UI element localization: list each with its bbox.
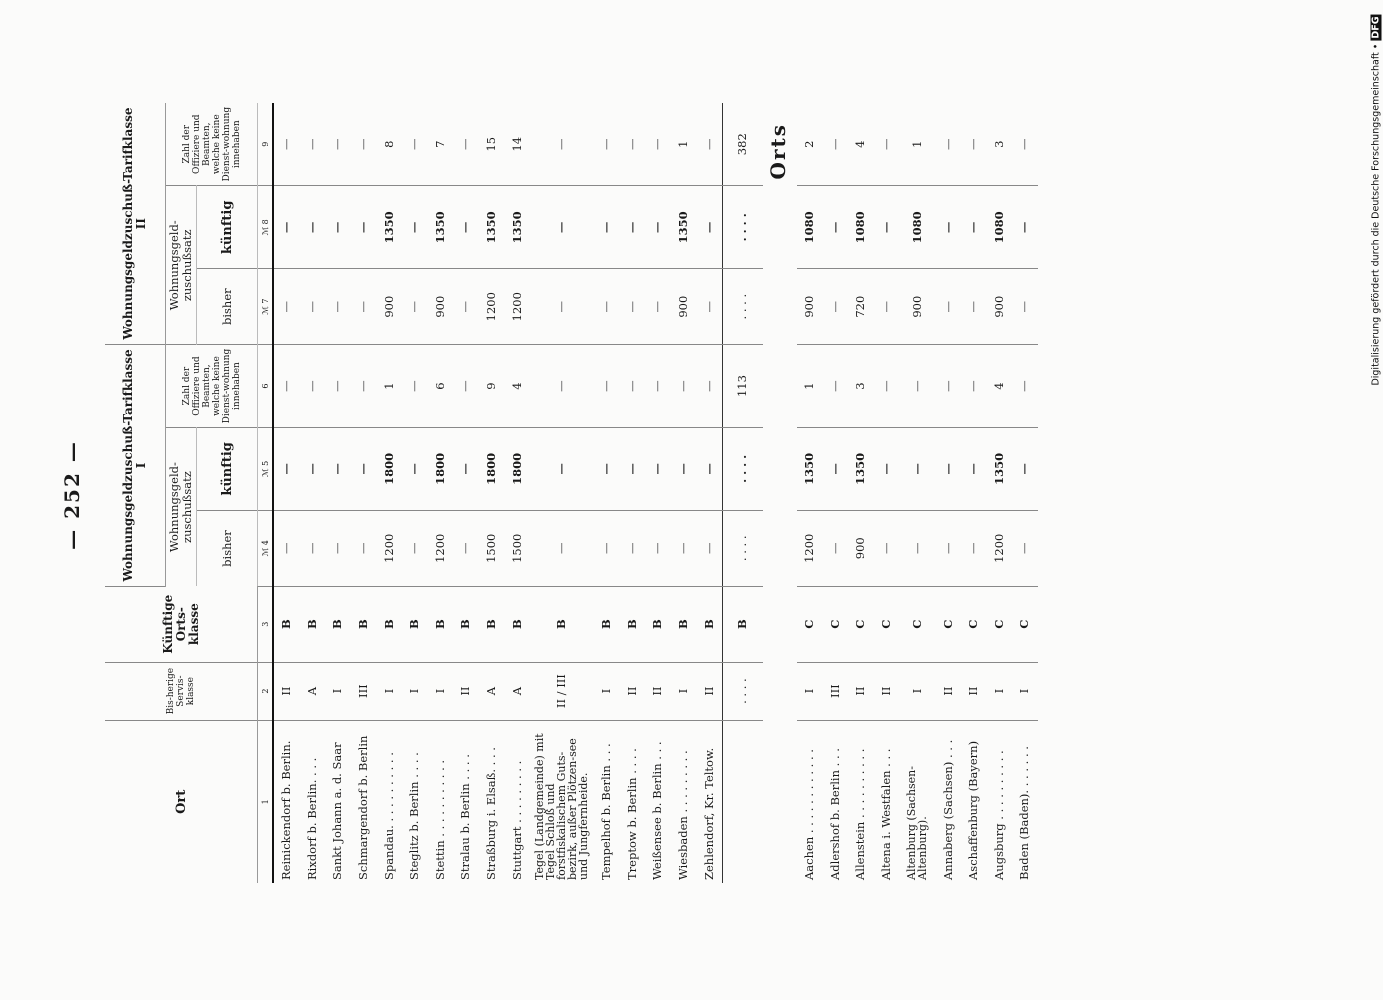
- tk1-kuenftig: —: [696, 427, 722, 510]
- table-row: [479, 103, 505, 883]
- place-name: Stralau b. Berlin . . . .: [458, 754, 473, 880]
- place-name: Aachen . . . . . . . . . . . .: [802, 749, 817, 880]
- table-row: [986, 103, 1012, 883]
- tk1-bisher: —: [874, 510, 900, 586]
- tk2-zahl: —: [530, 103, 594, 186]
- tk1-bisher: 1200: [428, 510, 454, 586]
- tk1-bisher: —: [1012, 510, 1038, 586]
- section-heading-row: [763, 103, 797, 883]
- tk1-kuenftig: —: [899, 427, 935, 510]
- tk2-kuenftig: 1350: [376, 186, 402, 269]
- tk2-zahl: —: [273, 103, 300, 186]
- table-body: [273, 103, 1038, 883]
- tk2-bisher: 900: [899, 269, 935, 345]
- tk1-zahl: 1: [797, 345, 823, 428]
- tk1-bisher: 1500: [504, 510, 530, 586]
- tk2-zahl: —: [645, 103, 671, 186]
- bisherige-servisklasse: A: [504, 662, 530, 720]
- digitization-credit: [1371, 14, 1382, 385]
- header-zuschussatz-2: Wohnungsgeld-zuschußsatz: [166, 186, 197, 345]
- table-row: [935, 103, 961, 883]
- table-row: [722, 103, 763, 883]
- bisherige-servisklasse: I: [797, 662, 823, 720]
- tk2-zahl: 14: [504, 103, 530, 186]
- bisherige-servisklasse: II: [273, 662, 300, 720]
- tk2-bisher: —: [696, 269, 722, 345]
- tk1-kuenftig: 1350: [797, 427, 823, 510]
- tk1-bisher: —: [273, 510, 300, 586]
- table-row: [645, 103, 671, 883]
- tk2-bisher: —: [935, 269, 961, 345]
- col-number-5: ℳ 5: [258, 427, 274, 510]
- bisherige-servisklasse: III: [823, 662, 849, 720]
- tk1-zahl: —: [961, 345, 987, 428]
- tariff-table: [105, 103, 1038, 883]
- tk2-kuenftig: 1080: [797, 186, 823, 269]
- tk1-kuenftig: 1350: [848, 427, 874, 510]
- tk1-kuenftig: . . . .: [722, 427, 763, 510]
- tk2-kuenftig: 1080: [986, 186, 1012, 269]
- place-name: Altenburg (Sachsen-Altenburg).: [905, 766, 930, 880]
- tk2-zahl: 1: [899, 103, 935, 186]
- place-name: Allenstein . . . . . . . . . .: [853, 748, 868, 880]
- bisherige-servisklasse: A: [300, 662, 326, 720]
- bisherige-servisklasse: I: [1012, 662, 1038, 720]
- tk1-zahl: —: [453, 345, 479, 428]
- tk1-kuenftig: —: [1012, 427, 1038, 510]
- table-row: [899, 103, 935, 883]
- bisherige-servisklasse: III: [351, 662, 377, 720]
- place-name: Altena i. Westfalen . . .: [878, 748, 893, 880]
- tk2-zahl: —: [696, 103, 722, 186]
- kuenftige-ortsklasse: C: [961, 586, 987, 662]
- tk1-zahl: —: [696, 345, 722, 428]
- kuenftige-ortsklasse: C: [848, 586, 874, 662]
- tk1-bisher: . . . .: [722, 510, 763, 586]
- kuenftige-ortsklasse: B: [351, 586, 377, 662]
- header-zahl-2: Zahl der Offiziere und Beamten, welche keine Dienst-wohnung innehaben: [166, 103, 258, 186]
- tk2-zahl: —: [620, 103, 646, 186]
- tk1-bisher: 1500: [479, 510, 505, 586]
- table-row: [671, 103, 697, 883]
- table-row: [797, 103, 823, 883]
- col-number-1: 1: [258, 720, 274, 883]
- tk1-zahl: —: [620, 345, 646, 428]
- tk1-zahl: —: [273, 345, 300, 428]
- tk1-bisher: —: [620, 510, 646, 586]
- place-name: Schmargendorf b. Berlin: [356, 735, 371, 880]
- bisherige-servisklasse: I: [428, 662, 454, 720]
- tk2-zahl: 3: [986, 103, 1012, 186]
- place-name: Wiesbaden . . . . . . . . .: [676, 750, 691, 880]
- tk1-kuenftig: —: [300, 427, 326, 510]
- tk1-zahl: —: [645, 345, 671, 428]
- tk1-kuenftig: —: [530, 427, 594, 510]
- tk1-zahl: —: [594, 345, 620, 428]
- tk1-zahl: —: [530, 345, 594, 428]
- tk1-kuenftig: 1800: [376, 427, 402, 510]
- tk2-bisher: —: [645, 269, 671, 345]
- tk2-bisher: —: [300, 269, 326, 345]
- tk2-bisher: —: [325, 269, 351, 345]
- table-row: [402, 103, 428, 883]
- tk2-kuenftig: —: [402, 186, 428, 269]
- bisherige-servisklasse: II: [645, 662, 671, 720]
- tk2-bisher: 1200: [504, 269, 530, 345]
- kuenftige-ortsklasse: C: [935, 586, 961, 662]
- place-name: Weißensee b. Berlin . . .: [650, 741, 665, 880]
- tk1-zahl: 3: [848, 345, 874, 428]
- tk2-zahl: —: [300, 103, 326, 186]
- table-row: [696, 103, 722, 883]
- place-name: Augsburg . . . . . . . . . .: [991, 750, 1006, 880]
- place-name: Reinickendorf b. Berlin.: [279, 740, 294, 880]
- tk2-bisher: . . . .: [722, 269, 763, 345]
- tk2-kuenftig: —: [273, 186, 300, 269]
- header-ort: Ort: [105, 720, 258, 883]
- tk1-kuenftig: —: [874, 427, 900, 510]
- tk2-kuenftig: —: [935, 186, 961, 269]
- col-number-4: ℳ 4: [258, 510, 274, 586]
- place-name: Annaberg (Sachsen) . . .: [940, 739, 955, 880]
- place-name: Steglitz b. Berlin . . . .: [407, 752, 422, 880]
- tk2-bisher: 900: [797, 269, 823, 345]
- place-name: Aschaffenburg (Bayern): [966, 740, 981, 880]
- tk2-kuenftig: . . . .: [722, 186, 763, 269]
- tk2-zahl: 382: [722, 103, 763, 186]
- tk1-kuenftig: —: [273, 427, 300, 510]
- tk1-zahl: 4: [504, 345, 530, 428]
- place-name: Straßburg i. Elsaß. . . .: [484, 747, 499, 880]
- table-row: [325, 103, 351, 883]
- tk1-bisher: —: [300, 510, 326, 586]
- place-name: Stettin . . . . . . . . . . .: [432, 759, 447, 880]
- tk1-kuenftig: —: [645, 427, 671, 510]
- tk2-kuenftig: 1080: [899, 186, 935, 269]
- bisherige-servisklasse: II: [848, 662, 874, 720]
- tk2-zahl: —: [351, 103, 377, 186]
- tk2-zahl: —: [325, 103, 351, 186]
- tk1-zahl: —: [1012, 345, 1038, 428]
- tk1-zahl: —: [402, 345, 428, 428]
- table-row: [1012, 103, 1038, 883]
- table-row: [620, 103, 646, 883]
- tk2-kuenftig: —: [696, 186, 722, 269]
- tk1-kuenftig: 1800: [479, 427, 505, 510]
- tk1-zahl: —: [300, 345, 326, 428]
- bisherige-servisklasse: I: [594, 662, 620, 720]
- tk2-kuenftig: —: [823, 186, 849, 269]
- tk1-zahl: 6: [428, 345, 454, 428]
- table-row: [961, 103, 987, 883]
- tk2-kuenftig: —: [594, 186, 620, 269]
- tk1-zahl: 9: [479, 345, 505, 428]
- header-kuenftig-1: künftig: [197, 427, 258, 510]
- tk2-bisher: —: [351, 269, 377, 345]
- col-number-6: 6: [258, 345, 274, 428]
- tk1-bisher: —: [402, 510, 428, 586]
- tk2-zahl: —: [823, 103, 849, 186]
- kuenftige-ortsklasse: C: [986, 586, 1012, 662]
- table-row: [848, 103, 874, 883]
- header-kuenftig-2: künftig: [197, 186, 258, 269]
- header-bisherige-servisklasse: Bis-herige Servis-klasse: [105, 662, 258, 720]
- tk1-kuenftig: —: [961, 427, 987, 510]
- credit-text: Digitalisierung gefördert durch die Deutsche Forschungsgemeinschaft •: [1370, 43, 1382, 386]
- dfg-logo: DFG: [1370, 16, 1382, 39]
- place-name: Rixdorf b. Berlin. . . .: [304, 757, 319, 880]
- tk1-bisher: 1200: [376, 510, 402, 586]
- tk2-zahl: —: [874, 103, 900, 186]
- tk1-bisher: —: [594, 510, 620, 586]
- tk1-kuenftig: 1350: [986, 427, 1012, 510]
- tk1-zahl: —: [325, 345, 351, 428]
- tk2-kuenftig: —: [961, 186, 987, 269]
- tk2-zahl: 15: [479, 103, 505, 186]
- tk1-zahl: —: [935, 345, 961, 428]
- tk1-bisher: —: [671, 510, 697, 586]
- tk2-bisher: —: [620, 269, 646, 345]
- table-row: [351, 103, 377, 883]
- bisherige-servisklasse: II: [696, 662, 722, 720]
- kuenftige-ortsklasse: B: [530, 586, 594, 662]
- kuenftige-ortsklasse: B: [273, 586, 300, 662]
- bisherige-servisklasse: II: [874, 662, 900, 720]
- kuenftige-ortsklasse: C: [797, 586, 823, 662]
- tk2-bisher: —: [402, 269, 428, 345]
- bisherige-servisklasse: I: [986, 662, 1012, 720]
- tk1-kuenftig: 1800: [428, 427, 454, 510]
- bisherige-servisklasse: I: [402, 662, 428, 720]
- bisherige-servisklasse: II: [935, 662, 961, 720]
- tk1-bisher: —: [645, 510, 671, 586]
- bisherige-servisklasse: . . . .: [722, 662, 763, 720]
- tk1-bisher: 900: [848, 510, 874, 586]
- tk2-bisher: —: [594, 269, 620, 345]
- col-number-7: ℳ 7: [258, 269, 274, 345]
- tk2-kuenftig: 1350: [479, 186, 505, 269]
- place-name: Tempelhof b. Berlin . . .: [599, 743, 614, 880]
- tk2-bisher: —: [530, 269, 594, 345]
- tk2-kuenftig: —: [300, 186, 326, 269]
- kuenftige-ortsklasse: B: [504, 586, 530, 662]
- place-name: Zehlendorf, Kr. Teltow.: [701, 747, 716, 880]
- table-row: [273, 103, 300, 883]
- tk2-kuenftig: —: [325, 186, 351, 269]
- table-row: [428, 103, 454, 883]
- bisherige-servisklasse: II: [961, 662, 987, 720]
- kuenftige-ortsklasse: C: [899, 586, 935, 662]
- tk1-kuenftig: —: [671, 427, 697, 510]
- kuenftige-ortsklasse: B: [453, 586, 479, 662]
- kuenftige-ortsklasse: C: [874, 586, 900, 662]
- tk1-bisher: —: [696, 510, 722, 586]
- kuenftige-ortsklasse: B: [428, 586, 454, 662]
- tk1-kuenftig: —: [325, 427, 351, 510]
- tk2-bisher: —: [961, 269, 987, 345]
- col-number-9: 9: [258, 103, 274, 186]
- table-row: [300, 103, 326, 883]
- header-zuschussatz-1: Wohnungsgeld-zuschußsatz: [166, 427, 197, 586]
- kuenftige-ortsklasse: B: [300, 586, 326, 662]
- kuenftige-ortsklasse: C: [823, 586, 849, 662]
- tk2-bisher: 720: [848, 269, 874, 345]
- tk1-zahl: 1: [376, 345, 402, 428]
- tk2-bisher: —: [823, 269, 849, 345]
- kuenftige-ortsklasse: B: [479, 586, 505, 662]
- tk2-bisher: 1200: [479, 269, 505, 345]
- bisherige-servisklasse: A: [479, 662, 505, 720]
- header-bisher-2: bisher: [197, 269, 258, 345]
- tk2-zahl: 1: [671, 103, 697, 186]
- tk2-zahl: —: [453, 103, 479, 186]
- tk1-zahl: —: [874, 345, 900, 428]
- tk1-bisher: —: [530, 510, 594, 586]
- tk2-bisher: —: [874, 269, 900, 345]
- kuenftige-ortsklasse: B: [645, 586, 671, 662]
- table-row: [504, 103, 530, 883]
- tk2-zahl: —: [1012, 103, 1038, 186]
- tk2-zahl: 4: [848, 103, 874, 186]
- col-number-8: ℳ 8: [258, 186, 274, 269]
- page-number: — 252 —: [60, 440, 84, 550]
- table-row: [823, 103, 849, 883]
- tk2-kuenftig: 1350: [671, 186, 697, 269]
- table-row: [453, 103, 479, 883]
- tk2-zahl: —: [935, 103, 961, 186]
- bisherige-servisklasse: I: [325, 662, 351, 720]
- tk1-bisher: 1200: [797, 510, 823, 586]
- tk2-zahl: 7: [428, 103, 454, 186]
- tk2-kuenftig: —: [530, 186, 594, 269]
- tk2-bisher: 900: [428, 269, 454, 345]
- tk1-bisher: —: [935, 510, 961, 586]
- tk1-bisher: —: [961, 510, 987, 586]
- bisherige-servisklasse: II: [453, 662, 479, 720]
- tk2-bisher: —: [1012, 269, 1038, 345]
- tk1-kuenftig: —: [594, 427, 620, 510]
- place-name: Adlershof b. Berlin . . .: [827, 748, 842, 880]
- col-number-3: 3: [258, 586, 274, 662]
- tk2-zahl: 8: [376, 103, 402, 186]
- table-row: [376, 103, 402, 883]
- header-bisher-1: bisher: [197, 510, 258, 586]
- tk1-zahl: —: [899, 345, 935, 428]
- tk2-kuenftig: —: [620, 186, 646, 269]
- tk1-bisher: —: [351, 510, 377, 586]
- tk2-kuenftig: 1350: [428, 186, 454, 269]
- kuenftige-ortsklasse: B: [376, 586, 402, 662]
- tk2-bisher: 900: [671, 269, 697, 345]
- tk1-kuenftig: —: [351, 427, 377, 510]
- table-row: [874, 103, 900, 883]
- tariff-table-rotated: [105, 103, 1195, 883]
- tk2-kuenftig: —: [874, 186, 900, 269]
- place-name: Tegel (Landgemeinde) mit Tegel Schloß und forstfiskalischem Guts-bezirk, außer Plötzen-see und Jungfernheide.: [533, 733, 591, 880]
- place-name: [722, 720, 763, 883]
- kuenftige-ortsklasse: B: [696, 586, 722, 662]
- tk1-kuenftig: —: [620, 427, 646, 510]
- tk1-zahl: —: [671, 345, 697, 428]
- tk2-zahl: —: [594, 103, 620, 186]
- section-heading: Orts: [765, 123, 790, 180]
- tk1-bisher: —: [899, 510, 935, 586]
- bisherige-servisklasse: I: [671, 662, 697, 720]
- tk2-bisher: —: [453, 269, 479, 345]
- tk1-bisher: —: [453, 510, 479, 586]
- header-kuenftige-ortsklasse: Künftige Orts-klasse: [105, 586, 258, 662]
- tk2-kuenftig: —: [453, 186, 479, 269]
- tk2-kuenftig: —: [645, 186, 671, 269]
- tk1-zahl: —: [351, 345, 377, 428]
- place-name: Sankt Johann a. d. Saar: [330, 742, 345, 880]
- bisherige-servisklasse: II / III: [530, 662, 594, 720]
- tk2-zahl: 2: [797, 103, 823, 186]
- tk1-kuenftig: —: [453, 427, 479, 510]
- tk1-kuenftig: 1800: [504, 427, 530, 510]
- tk2-zahl: —: [402, 103, 428, 186]
- tk2-zahl: —: [961, 103, 987, 186]
- kuenftige-ortsklasse: B: [325, 586, 351, 662]
- tk2-kuenftig: —: [351, 186, 377, 269]
- table-row: [594, 103, 620, 883]
- kuenftige-ortsklasse: B: [402, 586, 428, 662]
- tk2-kuenftig: 1350: [504, 186, 530, 269]
- tk1-zahl: 113: [722, 345, 763, 428]
- tk1-kuenftig: —: [402, 427, 428, 510]
- bisherige-servisklasse: I: [899, 662, 935, 720]
- header-tarifklasse-1: Wohnungsgeldzuschuß-Tarifklasse I: [105, 345, 166, 587]
- place-name: Stuttgart . . . . . . . . .: [509, 760, 524, 880]
- tk1-zahl: —: [823, 345, 849, 428]
- tk2-bisher: 900: [986, 269, 1012, 345]
- place-name: Baden (Baden). . . . . . .: [1017, 746, 1032, 880]
- tk1-bisher: 1200: [986, 510, 1012, 586]
- bisherige-servisklasse: I: [376, 662, 402, 720]
- kuenftige-ortsklasse: C: [1012, 586, 1038, 662]
- bisherige-servisklasse: II: [620, 662, 646, 720]
- col-number-2: 2: [258, 662, 274, 720]
- tk2-kuenftig: —: [1012, 186, 1038, 269]
- tk2-bisher: —: [273, 269, 300, 345]
- header-zahl-1: Zahl der Offiziere und Beamten, welche keine Dienst-wohnung innehaben: [166, 345, 258, 428]
- header-tarifklasse-2: Wohnungsgeldzuschuß-Tarifklasse II: [105, 103, 166, 345]
- tk1-bisher: —: [823, 510, 849, 586]
- place-name: Treptow b. Berlin . . . .: [624, 748, 639, 880]
- place-name: Spandau. . . . . . . . . . .: [381, 752, 396, 880]
- tk1-bisher: —: [325, 510, 351, 586]
- kuenftige-ortsklasse: B: [620, 586, 646, 662]
- table-row: [530, 103, 594, 883]
- kuenftige-ortsklasse: B: [722, 586, 763, 662]
- tk1-zahl: 4: [986, 345, 1012, 428]
- tk1-kuenftig: —: [823, 427, 849, 510]
- tk2-kuenftig: 1080: [848, 186, 874, 269]
- kuenftige-ortsklasse: B: [594, 586, 620, 662]
- kuenftige-ortsklasse: B: [671, 586, 697, 662]
- tk2-bisher: 900: [376, 269, 402, 345]
- tk1-kuenftig: —: [935, 427, 961, 510]
